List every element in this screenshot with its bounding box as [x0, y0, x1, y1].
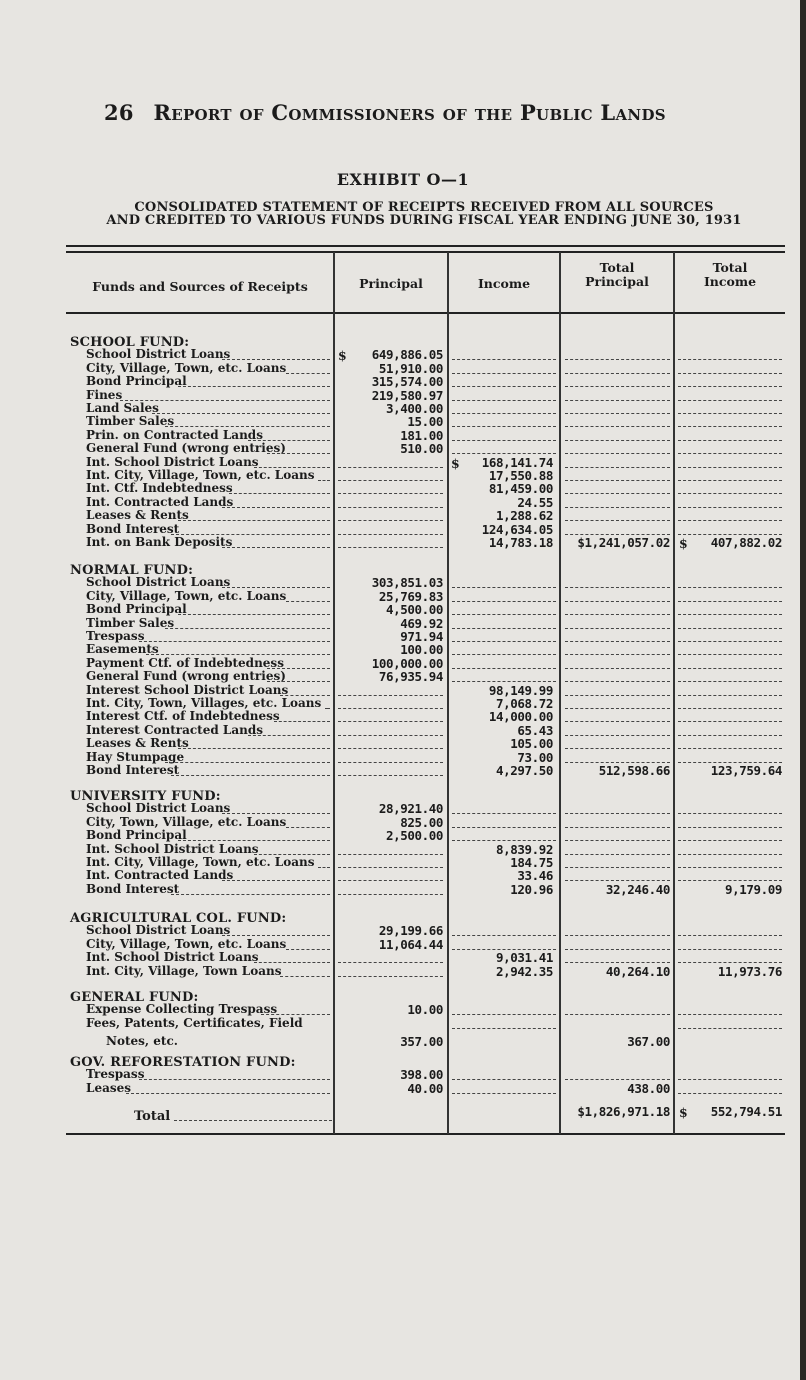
total-principal-leader	[565, 641, 670, 642]
total-principal-leader	[565, 748, 670, 749]
col-header-principal: Principal	[359, 276, 423, 291]
col-divider-2	[447, 252, 449, 1134]
total-income-leader	[678, 641, 782, 642]
page-header	[104, 100, 666, 125]
principal-leader	[338, 493, 443, 494]
row-leader	[178, 614, 330, 615]
total-income-leader	[678, 386, 782, 387]
header-underline-total-principal	[561, 312, 673, 314]
income-value: 124,634.05	[481, 521, 553, 537]
income-value: 24.55	[517, 494, 553, 510]
principal-value: 100,000.00	[371, 655, 443, 671]
row-label: Int. Ctf. Indebtedness	[86, 481, 233, 496]
col-divider-4	[673, 252, 675, 1134]
total-principal-leader	[565, 668, 670, 669]
principal-leader	[338, 854, 443, 855]
currency-symbol: $	[338, 348, 347, 364]
total-income-leader	[678, 467, 782, 468]
row-leader	[152, 413, 330, 414]
page-edge	[800, 0, 806, 1380]
row-label: School District Loans	[86, 923, 231, 938]
col-header-total-principal	[561, 261, 673, 289]
total-principal-leader	[565, 520, 670, 521]
row-leader	[286, 601, 330, 602]
total-principal-leader	[565, 628, 670, 629]
income-leader	[452, 1028, 556, 1029]
total-principal-value: 367.00	[627, 1034, 670, 1050]
principal-leader	[338, 867, 443, 868]
principal-leader	[338, 735, 443, 736]
principal-value: 3,400.00	[385, 401, 443, 416]
total-principal-value: $1,241,057.02	[577, 535, 670, 550]
principal-value: 971.94	[400, 629, 443, 644]
row-label: Int. Contracted Lands	[86, 868, 234, 883]
principal-value: 100.00	[400, 642, 443, 658]
income-value: 7,068.72	[495, 696, 553, 711]
total-income-leader	[678, 935, 782, 936]
principal-leader	[338, 762, 443, 763]
grand-total-principal: $1,826,971.18	[577, 1104, 670, 1119]
income-leader	[452, 1079, 556, 1080]
total-income-leader	[678, 507, 782, 508]
principal-leader	[338, 721, 443, 722]
total-principal-value: 512,598.66	[598, 763, 670, 778]
principal-value: 315,574.00	[371, 374, 443, 390]
col-header-total-income-line2: Income	[703, 274, 757, 289]
income-value: 8,839.92	[495, 841, 553, 857]
row-label: Timber Sales	[86, 414, 175, 429]
total-income-leader	[678, 601, 782, 602]
income-leader	[452, 827, 556, 828]
subtitle-line-2: AND CREDITED TO VARIOUS FUNDS DURING FISCAL YEAR ENDING JUNE 30, 1931	[106, 213, 742, 228]
total-principal-leader	[565, 467, 670, 468]
principal-value: 357.00	[400, 1034, 443, 1050]
total-income-value: 123,759.64	[710, 763, 782, 778]
row-label: Fines	[86, 387, 123, 402]
row-label: Trespass	[86, 629, 145, 643]
total-income-leader	[678, 1028, 782, 1029]
income-value: 4,297.50	[495, 763, 553, 778]
row-leader	[178, 386, 330, 387]
total-principal-leader	[565, 935, 670, 936]
principal-value: 510.00	[400, 441, 443, 457]
row-label: School District Loans	[86, 801, 231, 816]
principal-value: 40.00	[407, 1080, 443, 1096]
total-principal-leader	[565, 614, 670, 615]
row-leader	[171, 894, 330, 895]
principal-value: 469.92	[400, 615, 443, 631]
principal-leader	[338, 880, 443, 881]
row-label: Leases & Rents	[86, 736, 189, 751]
header-underline-income	[449, 312, 559, 314]
total-principal-leader	[565, 854, 670, 855]
income-leader	[452, 641, 556, 642]
row-leader	[178, 748, 330, 749]
total-income-leader	[678, 614, 782, 615]
col-divider-3	[559, 252, 561, 1134]
total-income-value: 9,179.09	[724, 881, 782, 897]
total-principal-leader	[565, 721, 670, 722]
income-value: 81,459.00	[488, 481, 553, 497]
income-leader	[452, 628, 556, 629]
total-principal-leader	[565, 601, 670, 602]
principal-leader	[338, 547, 443, 548]
total-income-value: 11,973.76	[717, 963, 782, 979]
income-leader	[452, 654, 556, 655]
total-principal-leader	[565, 695, 670, 696]
col-header-total-principal-line1: Total	[599, 260, 635, 275]
page-number: 26	[104, 100, 134, 125]
total-income-leader	[678, 373, 782, 374]
income-leader	[452, 668, 556, 669]
total-income-leader	[678, 949, 782, 950]
total-principal-leader	[565, 587, 670, 588]
row-label: Bond Interest	[86, 881, 180, 896]
total-income-value: 407,882.02	[710, 535, 782, 550]
principal-value: 28,921.40	[378, 801, 443, 817]
total-income-leader	[678, 867, 782, 868]
row-label: Leases	[86, 1080, 131, 1095]
principal-value: 51,910.00	[378, 360, 443, 376]
row-leader	[274, 721, 330, 722]
total-principal-leader	[565, 426, 670, 427]
total-principal-leader	[565, 1014, 670, 1015]
total-principal-leader	[565, 359, 670, 360]
table-top-rule	[66, 245, 785, 247]
income-value: 2,942.35	[495, 963, 553, 979]
total-principal-leader	[565, 681, 670, 682]
income-value: 98,149.99	[488, 682, 553, 698]
total-income-leader	[678, 681, 782, 682]
currency-symbol: $	[451, 455, 460, 471]
row-label: School District Loans	[86, 575, 231, 590]
total-income-leader	[678, 735, 782, 736]
income-value: 9,031.41	[495, 950, 553, 966]
row-leader	[286, 373, 330, 374]
row-label: Timber Sales	[86, 615, 175, 630]
row-label: Bond Principal	[86, 374, 187, 389]
currency-symbol: $	[679, 536, 688, 551]
section-title: SCHOOL FUND:	[70, 335, 190, 350]
income-leader	[452, 614, 556, 615]
section-title: GENERAL FUND:	[70, 990, 199, 1005]
row-label: School District Loans	[86, 347, 231, 362]
row-label: General Fund (wrong entries)	[86, 669, 286, 684]
total-principal-leader	[565, 453, 670, 454]
row-leader	[325, 708, 330, 709]
income-leader	[452, 1014, 556, 1015]
total-principal-leader	[565, 840, 670, 841]
col-header-total-income-line1: Total	[712, 260, 748, 275]
total-income-leader	[678, 359, 782, 360]
row-leader	[139, 1079, 330, 1080]
section-title: GOV. REFORESTATION FUND:	[70, 1055, 296, 1070]
row-label: Prin. on Contracted Lands	[86, 427, 263, 442]
row-leader	[165, 628, 330, 629]
row-label: City, Town, Village, etc. Loans	[86, 814, 287, 829]
row-label: Int. City, Village, Town, etc. Loans	[86, 855, 315, 869]
principal-leader	[338, 520, 443, 521]
col-header-total-principal-line2: Principal	[585, 274, 649, 289]
principal-leader	[338, 775, 443, 776]
row-label: Trespass	[86, 1067, 145, 1082]
row-label: Interest Ctf. of Indebtedness	[86, 709, 280, 724]
principal-leader	[338, 708, 443, 709]
income-leader	[452, 386, 556, 387]
total-income-leader	[678, 587, 782, 588]
row-label: Int. School District Loans	[86, 841, 259, 856]
income-value: 14,783.18	[488, 535, 553, 550]
subtitle-line-1: CONSOLIDATED STATEMENT OF RECEIPTS RECEIVED FROM ALL SOURCES	[134, 200, 714, 215]
row-leader	[280, 976, 330, 977]
grand-total-income-dollar: $	[679, 1105, 688, 1120]
total-income-leader	[678, 1014, 782, 1015]
total-income-leader	[678, 668, 782, 669]
row-leader	[318, 867, 330, 868]
row-label: Bond Principal	[86, 828, 187, 843]
income-leader	[452, 426, 556, 427]
total-income-leader	[678, 813, 782, 814]
row-leader	[165, 762, 330, 763]
table-top-rule-2	[66, 251, 785, 253]
row-label: Hay Stumpage	[86, 749, 185, 764]
total-principal-leader	[565, 400, 670, 401]
total-income-leader	[678, 1093, 782, 1094]
total-income-leader	[678, 440, 782, 441]
total-income-leader	[678, 1079, 782, 1080]
principal-value: 11,064.44	[378, 936, 443, 952]
col-header-funds: Funds and Sources of Receipts	[92, 279, 308, 294]
row-label: Bond Interest	[86, 521, 180, 536]
exhibit-title: EXHIBIT O—1	[336, 170, 470, 189]
income-leader	[452, 935, 556, 936]
total-income-leader	[678, 840, 782, 841]
table-bottom-rule	[66, 1133, 785, 1135]
income-leader	[452, 400, 556, 401]
page-running-title: Report of Commissioners of the Public Lands	[153, 100, 666, 125]
principal-value: 10.00	[407, 1002, 443, 1018]
total-principal-leader	[565, 813, 670, 814]
header-underline-total-income	[675, 312, 785, 314]
income-value: 73.00	[517, 749, 553, 765]
total-income-leader	[678, 480, 782, 481]
total-principal-value: 32,246.40	[605, 881, 670, 897]
row-label: Int. City, Village, Town, etc. Loans	[86, 468, 315, 482]
principal-value: 76,935.94	[378, 669, 443, 685]
principal-value: 825.00	[400, 814, 443, 830]
total-principal-leader	[565, 386, 670, 387]
principal-leader	[338, 695, 443, 696]
row-label: Fees, Patents, Certificates, Field	[86, 1015, 303, 1030]
total-principal-leader	[565, 480, 670, 481]
total-principal-leader	[565, 507, 670, 508]
col-header-income: Income	[477, 276, 531, 291]
principal-leader	[338, 962, 443, 963]
principal-leader	[338, 894, 443, 895]
row-leader	[222, 547, 330, 548]
total-income-leader	[678, 426, 782, 427]
total-principal-value: 40,264.10	[605, 963, 670, 979]
income-leader	[452, 1093, 556, 1094]
row-label: Bond Interest	[86, 763, 180, 777]
principal-value: 303,851.03	[371, 575, 443, 591]
row-label: Payment Ctf. of Indebtedness	[86, 655, 284, 670]
total-principal-leader	[565, 949, 670, 950]
total-income-leader	[678, 721, 782, 722]
row-leader	[229, 493, 330, 494]
principal-leader	[338, 976, 443, 977]
income-value: 65.43	[517, 722, 553, 738]
row-leader	[286, 827, 330, 828]
income-value: 168,141.74	[481, 454, 553, 470]
income-leader	[452, 601, 556, 602]
principal-value: 29,199.66	[378, 923, 443, 939]
row-leader	[178, 520, 330, 521]
total-income-leader	[678, 400, 782, 401]
row-leader	[222, 880, 330, 881]
income-value: 14,000.00	[488, 709, 553, 725]
total-income-leader	[678, 520, 782, 521]
row-label: Int. School District Loans	[86, 454, 259, 469]
col-divider-1	[333, 252, 335, 1134]
income-leader	[452, 813, 556, 814]
principal-value: 649,886.05	[371, 347, 443, 363]
row-leader	[171, 775, 330, 776]
principal-value: 15.00	[407, 414, 443, 430]
total-principal-leader	[565, 867, 670, 868]
principal-leader	[338, 748, 443, 749]
income-leader	[452, 373, 556, 374]
section-title: UNIVERSITY FUND:	[70, 789, 221, 804]
income-value: 1,288.62	[495, 508, 553, 524]
principal-value: 219,580.97	[371, 387, 443, 403]
total-income-leader	[678, 854, 782, 855]
row-leader	[222, 507, 330, 508]
income-value: 184.75	[510, 855, 553, 870]
row-leader	[248, 735, 330, 736]
row-label-continued: Notes, etc.	[106, 1034, 178, 1049]
total-income-leader	[678, 748, 782, 749]
principal-leader	[338, 467, 443, 468]
col-header-total-income	[675, 261, 785, 289]
total-principal-leader	[565, 827, 670, 828]
income-leader	[452, 587, 556, 588]
principal-value: 181.00	[400, 427, 443, 443]
statement-subtitle	[64, 201, 784, 227]
row-label: Int. City, Village, Town Loans	[86, 963, 282, 978]
header-underline-funds	[66, 312, 333, 314]
principal-leader	[338, 480, 443, 481]
row-leader	[126, 1093, 330, 1094]
row-label: Leases & Rents	[86, 508, 189, 523]
total-leader	[174, 1120, 332, 1121]
row-label: City, Village, Town, etc. Loans	[86, 936, 287, 951]
header-underline-principal	[335, 312, 447, 314]
income-value: 105.00	[510, 736, 553, 752]
principal-leader	[338, 507, 443, 508]
grand-total-income: 552,794.51	[710, 1104, 782, 1119]
row-label: City, Village, Town, etc. Loans	[86, 588, 287, 603]
total-income-leader	[678, 827, 782, 828]
row-label: General Fund (wrong entries)	[86, 441, 286, 456]
principal-leader	[338, 534, 443, 535]
total-income-leader	[678, 453, 782, 454]
income-value: 17,550.88	[488, 468, 553, 483]
income-value: 33.46	[517, 868, 553, 884]
total-principal-leader	[565, 493, 670, 494]
income-value: 120.96	[510, 881, 553, 897]
total-principal-leader	[565, 654, 670, 655]
principal-value: 398.00	[400, 1067, 443, 1083]
total-principal-leader	[565, 708, 670, 709]
income-leader	[452, 440, 556, 441]
total-income-leader	[678, 654, 782, 655]
row-leader	[286, 949, 330, 950]
principal-value: 4,500.00	[385, 602, 443, 618]
row-label: Interest Contracted Lands	[86, 722, 264, 737]
row-label: Expense Collecting Trespass	[86, 1002, 278, 1017]
row-label: Bond Principal	[86, 602, 187, 617]
total-income-leader	[678, 413, 782, 414]
row-label: Land Sales	[86, 401, 159, 415]
total-principal-value: 438.00	[627, 1080, 670, 1096]
total-income-leader	[678, 695, 782, 696]
principal-value: 25,769.83	[378, 588, 443, 604]
row-label: Int. Contracted Lands	[86, 494, 234, 509]
row-label: Int. City, Town, Villages, etc. Loans	[86, 696, 322, 710]
total-income-leader	[678, 708, 782, 709]
row-label: Int. on Bank Deposits	[86, 535, 233, 549]
row-label: Easements	[86, 642, 159, 657]
total-label: Total	[134, 1109, 171, 1124]
section-title: NORMAL FUND:	[70, 563, 194, 578]
principal-value: 2,500.00	[385, 828, 443, 844]
section-title: AGRICULTURAL COL. FUND:	[70, 911, 287, 926]
row-label: Int. School District Loans	[86, 950, 259, 965]
row-label: City, Village, Town, etc. Loans	[86, 360, 287, 375]
income-leader	[452, 413, 556, 414]
row-leader	[318, 480, 330, 481]
row-leader	[139, 641, 330, 642]
total-principal-leader	[565, 413, 670, 414]
total-income-leader	[678, 493, 782, 494]
total-principal-leader	[565, 440, 670, 441]
total-income-leader	[678, 628, 782, 629]
row-label: Interest School District Loans	[86, 682, 289, 697]
row-leader	[267, 453, 330, 454]
total-principal-leader	[565, 735, 670, 736]
income-leader	[452, 359, 556, 360]
total-principal-leader	[565, 373, 670, 374]
